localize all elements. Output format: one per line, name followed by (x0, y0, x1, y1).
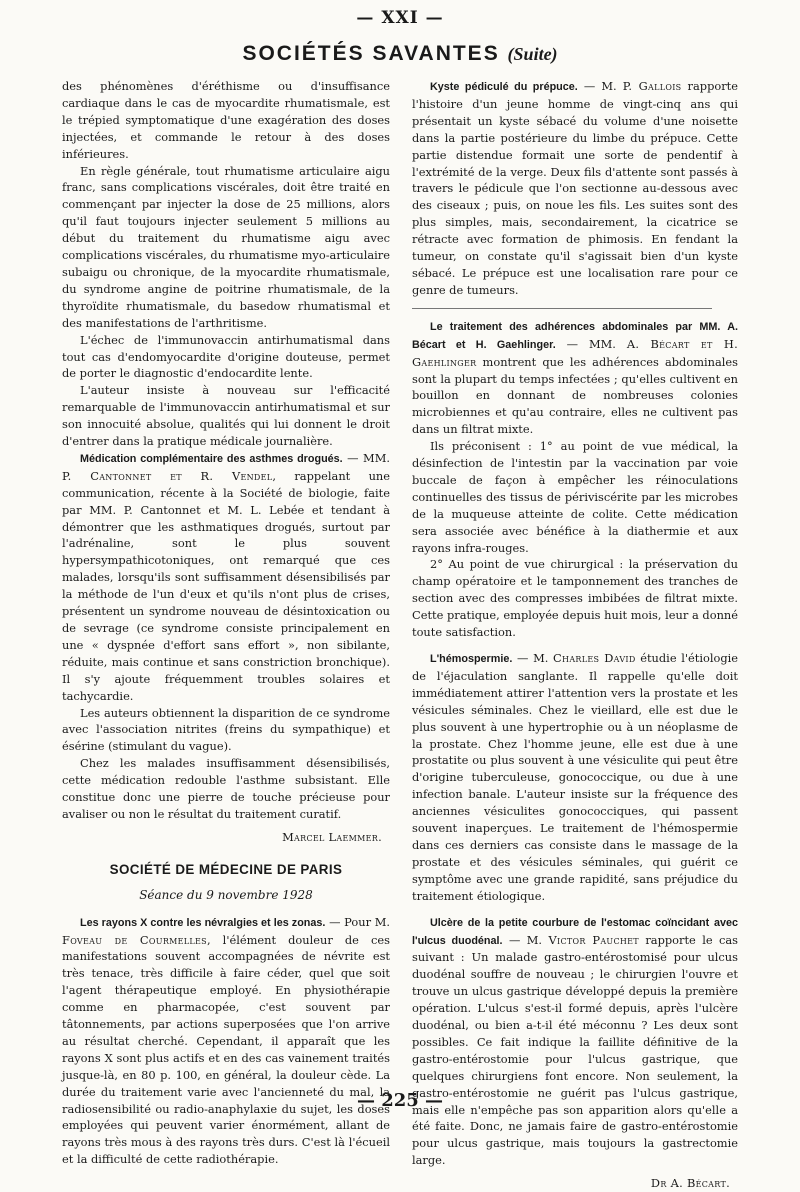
separator-rule (412, 308, 712, 309)
paragraph: L'échec de l'immunovaccin antirhumatismal dans tout cas d'endomyocardite d'origine douteuse, permet de porter le diagnostic d'endocardite lente. (62, 332, 390, 381)
paragraph: En règle générale, tout rhumatisme articulaire aigu franc, sans complications viscérales, doit être traité en commençant par injecter la dose de 25 millions, alors qu'il faut toujours injecter seulement 5 millions au début du traitement du rhumatisme aigu avec complications viscérales, du rhumatisme myo-articulaire subaigu ou chronique, de la myocardite rhumatismale, du syndrome angine de poitrine rhumatismale, de la thyroïdite rhumatismale, du basedow rhumatismal et des manifestations de l'arthritisme. (62, 163, 390, 330)
intro-dash: — MM. (555, 336, 627, 351)
running-head-title: SOCIÉTÉS SAVANTES (242, 42, 500, 65)
signature-name: Marcel Laemmer. (282, 829, 382, 844)
right-column (412, 78, 738, 1192)
intro-dash: — MM. (342, 450, 390, 465)
paragraph: Chez les malades insuffisamment désensibilisés, cette médication redouble l'asthme subsistant. Elle constitue donc une pierre de touche précieuse pour avaliser ou non le résultat du traitement curatif. (62, 756, 390, 821)
article-body: , l'élément douleur de ces manifestations souvent accompagnées de névrite est très tenace, très difficile à faire céder, quel que soit l'agent thérapeutique employé. En physiothérapie comme en pharmacopée, c'est souvent par tâtonnements, par actions superposées que l'on arrive au résultat cherché. Cependant, il apparaît que les rayons X sont plus actifs et en des cas vainement traités jusque-là, en 80 p. 100, en général, la douleur cède. La durée du traitement varie avec l'ancienneté du mal, la radiosensibilité ou radio-anaphylaxie du sujet, les doses employées qui peuvent varier énormément, allant de rayons très mous à des rayons très durs. C'est là l'écueil et la difficulté de cette radiothérapie. (62, 932, 390, 1167)
article-heading: Kyste pédiculé du prépuce. (430, 81, 578, 93)
signature-name: Dr A. Bécart. (650, 1176, 730, 1191)
article-hemospermie (412, 650, 738, 905)
article-author: P. Gallois (622, 79, 682, 93)
article-body: rapporte le cas suivant : Un malade gastro-entérostomisé pour ulcus duodénal souffre de nouveau ; le chirurgien l'ouvre et trouve un ulcus gastrique développé depuis la première opération. L'ulcus s'est-il formé depuis, après l'ulcère duodénal, ou bien a-t-il été méconnu ? Les deux sont possibles. Ce fait indique la faillite définitive de la gastro-entérostomie pour l'ulcus gastrique, que quelques chirurgiens font encore. Non seulement, la gastro-entérostomie ne guérit pas l'ulcus gastrique, mais elle n'empêche pas son apparition alors qu'elle a été faite. Donc, ne jamais faire de gastro-entérostomie pour ulcus gastrique, mais toujours la gastrectomie large. (412, 932, 739, 1168)
article-author: Charles David (553, 651, 636, 665)
article-heading: Médication complémentaire des asthmes drogués. (80, 452, 343, 465)
paragraph: Ils préconisent : 1° au point de vue médical, la désinfection de l'intestin par la vaccination par voie buccale de façon à empêcher les réinoculations continuelles des tissus de périviscérite par les microbes de la muqueuse atteinte de colite. Cette médication sera associée avec bénéfice à la diathermie et aux rayons infra-rouges. (412, 439, 738, 555)
section-title: SOCIÉTÉ DE MÉDECINE DE PARIS (109, 861, 343, 877)
article-heading: Le traitement des adhérences abdominales par MM. A. Bécart et H. Gaehlinger. (412, 320, 738, 351)
article-authors: A. Bécart et H. Gaehlinger (412, 336, 738, 369)
article-author: Foveau de Courmelles (62, 932, 207, 947)
article-rayons (62, 914, 390, 1169)
page-folio-roman: — XXI — (356, 8, 444, 28)
article-author: Victor Pauchet (548, 932, 639, 947)
article-heading: L'hémospermie. (430, 653, 513, 665)
article-body: rapporte l'histoire d'un jeune homme de vingt-cinq ans qui présentait un kyste sébacé du volume d'une noisette dans la partie postérieure du limbe du prépuce. Cette partie distendue formait une sorte de pendentif à l'extrémité de la verge. Deux fils d'attente sont passés à travers le pédicule que l'on sectionne au-dessous avec des ciseaux ; puis, on noue les fils. Les suites sont des plus simples, mais, secondairement, la cicatrice se rétracte avec formation de phimosis. En fendant la tumeur, on constate qu'il s'agissait bien d'un kyste sébacé. Le prépuce est une localisation rare pour ce genre de tumeurs. (412, 79, 738, 297)
article-ulcere (412, 914, 738, 1170)
article-body: montrent que les adhérences abdominales sont la plupart du temps infectées ; qu'elles cultivent en bouillon en donnant de nombreuses colonies microbiennes et qu'au contraire, elles ne cultivent pas dans un filtrat mixte. (412, 354, 738, 437)
article-heading: Les rayons X contre les névralgies et les zonas. (80, 916, 326, 929)
article-body: , rappelant une communication, récente à la Société de biologie, faite par MM. P. Cantonnet et M. L. Lebée et tendant à démontrer que les asthmatiques drogués, surtout par l'adrénaline, sont le plus souvent hypersympathicotoniques, ont remarqué que ces malades, lorsqu'ils sont suffisamment désensibilisés par la méthode de l'un d'eux et qu'ils n'ont plus de crises, présentent un syndrome nouveau de désintoxication ou de sevrage (ce syndrome consiste principalement en une « dyspnée d'effort sans effort », non sibilante, réduite, mais continue et sans constriction bronchique). Il s'y ajoute fréquemment troubles solaires et tachycardie. (62, 468, 391, 703)
intro-dash: — M. (502, 932, 549, 947)
left-column (62, 78, 390, 1168)
intro-dash: — Pour M. (325, 914, 390, 929)
paragraph: Les auteurs obtiennent la disparition de ce syndrome avec l'association nitrites (freins du sympathique) et ésérine (stimulant du vague). (62, 705, 390, 754)
article-kyste (412, 78, 738, 299)
article-authors: P. Cantonnet et R. Vendel (62, 468, 273, 483)
running-head-suffix: (Suite) (507, 44, 558, 64)
article-asthme (62, 450, 390, 705)
article-heading: Ulcère de la petite courbure de l'estomac coïncidant avec l'ulcus duodénal. (412, 916, 738, 947)
signature (412, 1175, 730, 1192)
paragraph: 2° Au point de vue chirurgical : la préservation du champ opératoire et le tamponnement des tranches de section avec des compresses imbibées de filtrat mixte. Cette pratique, employée depuis huit mois, leur a donné toute satisfaction. (412, 557, 738, 640)
signature (62, 829, 382, 846)
paragraph: L'auteur insiste à nouveau sur l'efficacité remarquable de l'immunovaccin antirhumatismal et sur son innocuité absolue, qualités qui lui donnent le droit d'entrer dans la pratique médicale journalière. (62, 383, 390, 449)
intro-dash: — M. (577, 79, 623, 93)
article-body: étudie l'étiologie de l'éjaculation sanglante. Il rappelle qu'elle doit immédiatement attirer l'attention vers la prostate et les vésicules séminales. Chez le vieillard, elle est due le plus souvent à une hypertrophie ou à un néoplasme de la prostate. Chez l'homme jeune, elle est due à une prostatite ou plus souvent à une vésiculite qui peut être d'origine tuberculeuse, gonococcique, ou due à une infection banale. L'auteur insiste sur la fréquence des anciennes vésiculites gonococciques, qui passent souvent inaperçues. Le traitement de l'hémospermie dans ces derniers cas consiste dans le massage de la prostate et des vésicules séminales, qui guérit ce symptôme avec une grande rapidité, sans préjudice du traitement étiologique. (412, 651, 738, 903)
running-head (0, 42, 800, 66)
paragraph: des phénomènes d'éréthisme ou d'insuffisance cardiaque dans le cas de myocardite rhumatismale, est le trépied symptomatique d'une exagération des doses injectées, et commande le retour à des doses inférieures. (62, 79, 390, 161)
session-date: Séance du 9 novembre 1928 (139, 887, 313, 902)
intro-dash: — M. (512, 651, 554, 665)
article-adherences (412, 318, 738, 438)
page-number: — 225 — (356, 1090, 444, 1111)
